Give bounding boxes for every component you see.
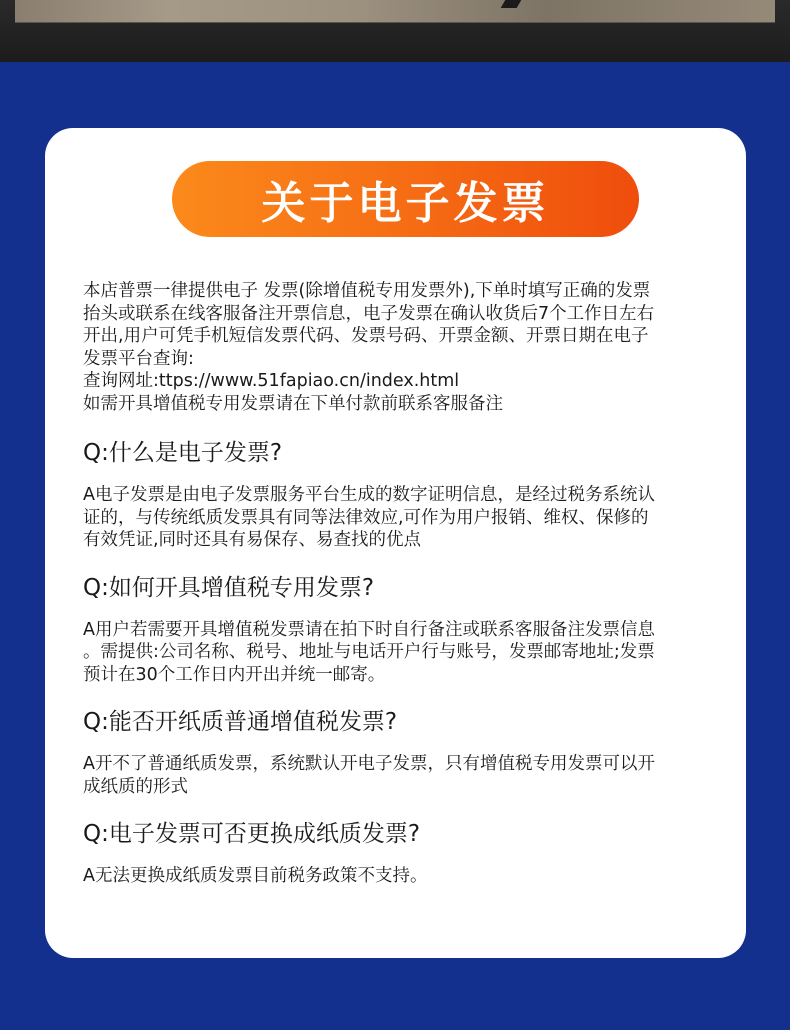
- faq-answer-line: A开不了普通纸质发票，系统默认开电子发票，只有增值税专用发票可以开: [83, 754, 655, 774]
- faq-answer-line: A无法更换成纸质发票目前税务政策不支持。: [83, 866, 428, 886]
- faq-answer-line: A电子发票是由电子发票服务平台生成的数字证明信息，是经过税务系统认: [83, 485, 655, 505]
- faq-item: [83, 707, 723, 798]
- faq-answer-line: 。需提供:公司名称、税号、地址与电话开户行与账号，发票邮寄地址;发票: [83, 642, 655, 662]
- product-photo-strip: [15, 0, 775, 23]
- faq-answer-line: 预计在30个工作日内开出并统一邮寄。: [83, 664, 386, 685]
- faq-item: [83, 438, 723, 552]
- query-url-line: 查询网址:ttps://www.51fapiao.cn/index.html: [83, 371, 460, 391]
- faq-answer-line: A用户若需要开具增值税发票请在拍下时自行备注或联系客服备注发票信息: [83, 619, 655, 640]
- faq-answer-line: 成纸质的形式: [83, 776, 188, 797]
- faq-item: [83, 573, 723, 687]
- intro-paragraph: [83, 280, 723, 415]
- page-title: 关于电子发票: [261, 178, 550, 229]
- intro-line: 本店普票一律提供电子 发票(除增值税专用发票外),下单时填写正确的发票: [83, 281, 651, 301]
- intro-line: 如需开具增值税专用发票请在下单付款前联系客服备注: [83, 393, 503, 414]
- faq-item: [83, 819, 723, 888]
- card-content: [83, 280, 723, 888]
- intro-line: 抬头或联系在线客服备注开票信息，电子发票在确认收货后7个工作日左右: [83, 303, 655, 324]
- intro-line: 开出,用户可凭手机短信发票代码、发票号码、开票金额、开票日期在电子: [83, 326, 649, 346]
- faq-question: Q:什么是电子发票?: [83, 440, 283, 466]
- faq-answer-line: 证的，与传统纸质发票具有同等法律效应,可作为用户报销、维权、保修的: [83, 507, 649, 528]
- intro-line: 发票平台查询:: [83, 348, 194, 369]
- top-photo-band: [0, 0, 790, 62]
- faq-question: Q:电子发票可否更换成纸质发票?: [83, 821, 421, 847]
- faq-answer-line: 有效凭证,同时还具有易保存、易查找的优点: [83, 530, 422, 550]
- photo-detail: [501, 0, 522, 8]
- title-banner: [172, 161, 639, 237]
- invoice-info-card: [45, 128, 746, 958]
- faq-question: Q:能否开纸质普通增值税发票?: [83, 709, 398, 735]
- faq-question: Q:如何开具增值税专用发票?: [83, 574, 375, 601]
